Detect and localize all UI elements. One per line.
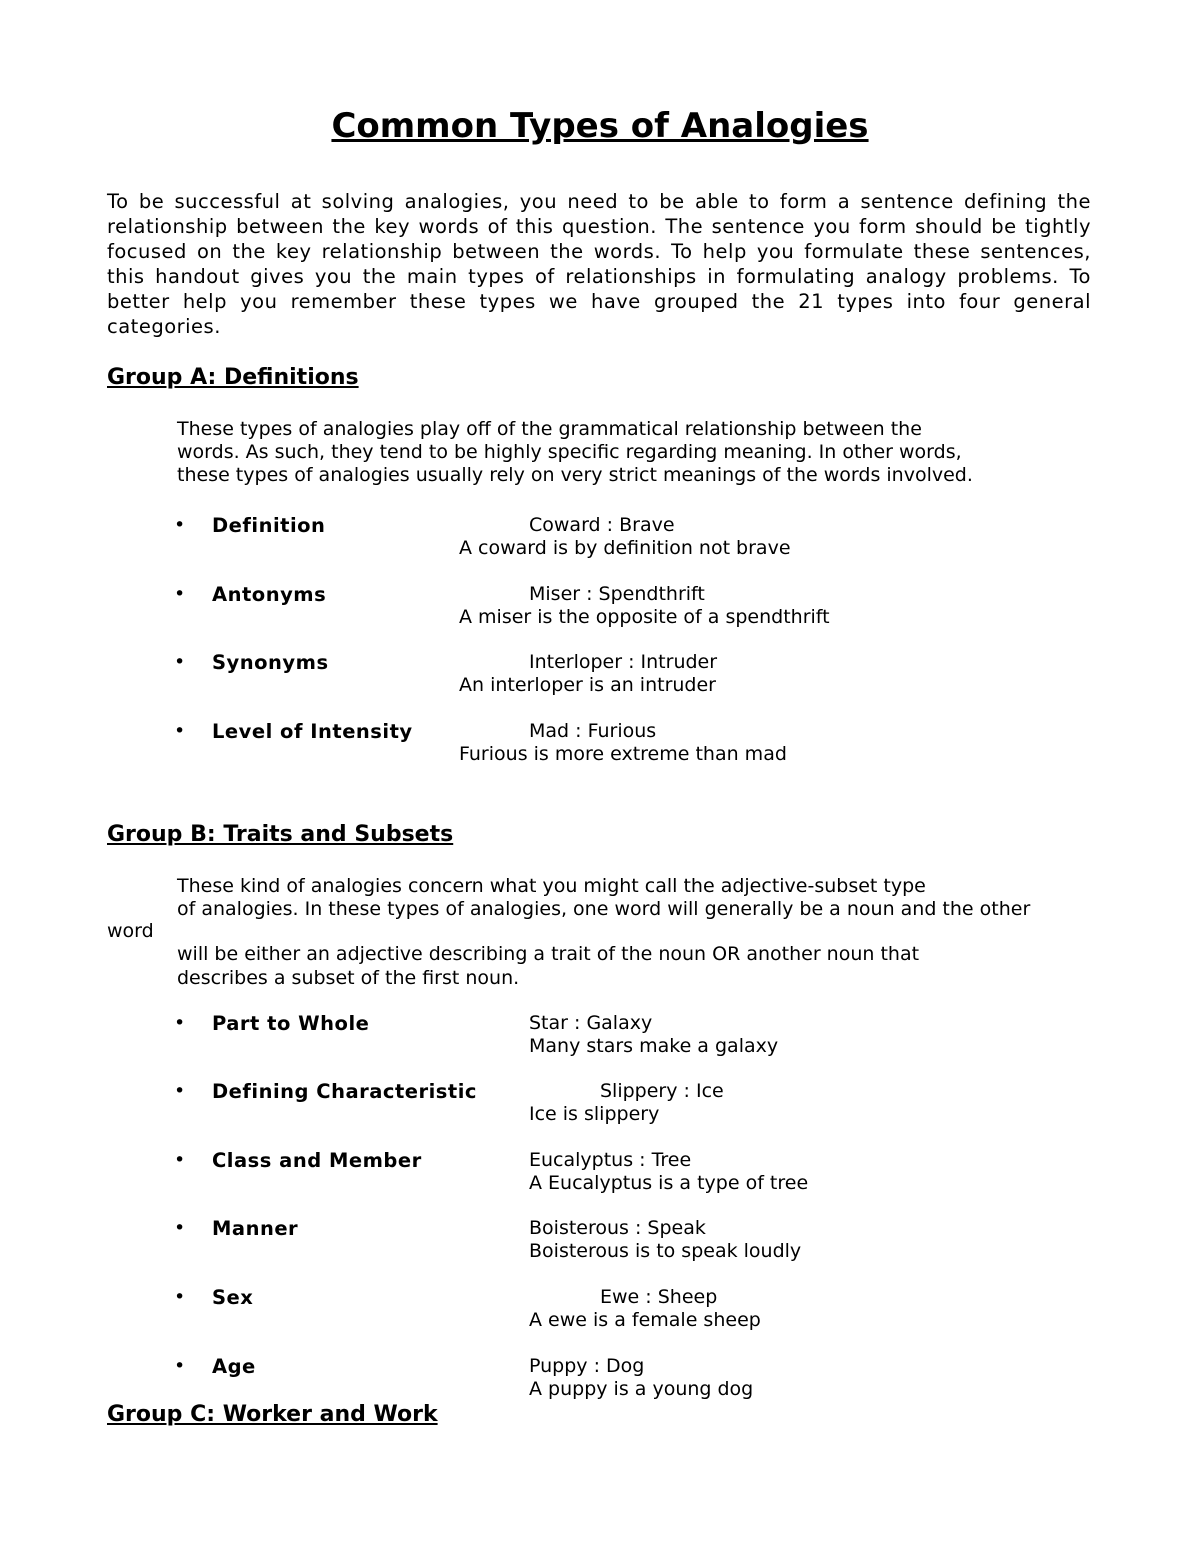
list-item-part-to-whole [0,1012,1200,1060]
example-pair: Puppy : Dog [529,1355,645,1377]
example-explanation: Furious is more extreme than mad [459,743,787,765]
analogy-type-term: Defining Characteristic [212,1080,477,1103]
bullet-icon: • [174,1149,186,1171]
analogy-type-term: Sex [212,1286,254,1309]
analogy-type-term: Class and Member [212,1149,422,1172]
bullet-icon: • [174,1217,186,1239]
example-explanation: A puppy is a young dog [529,1378,754,1400]
group-a-paragraph-line: words. As such, they tend to be highly specific regarding meaning. In other words, [177,441,962,463]
bullet-icon: • [174,720,186,742]
group-b-paragraph-line: will be either an adjective describing a trait of the noun OR another noun that [177,943,920,965]
group-b-paragraph-line: of analogies. In these types of analogies, one word will generally be a noun and the other [177,898,1031,920]
example-pair: Ewe : Sheep [600,1286,718,1308]
list-item-sex [0,1286,1200,1334]
example-explanation: Ice is slippery [529,1103,660,1125]
bullet-icon: • [174,514,186,536]
group-a-paragraph-line: These types of analogies play off of the grammatical relationship between the [177,418,922,440]
example-explanation: Many stars make a galaxy [529,1035,779,1057]
bullet-icon: • [174,1080,186,1102]
group-b-heading: Group B: Traits and Subsets [107,822,454,847]
group-a-heading: Group A: Definitions [107,365,359,390]
list-item-manner [0,1217,1200,1265]
example-pair: Boisterous : Speak [529,1217,706,1239]
analogy-type-term: Manner [212,1217,299,1240]
example-pair: Mad : Furious [529,720,657,742]
list-item-definition [0,514,1200,562]
bullet-icon: • [174,1355,186,1377]
intro-paragraph: To be successful at solving analogies, you need to be able to form a sentence defining the relationship between the key words of this question. The sentence you form should be tightly focused on the key relationship between the words. To help you formulate these sentences, this handout gives you the main types of relationships in formulating analogy problems. To better help you remember these types we have grouped the 21 types into four general categories. [107,190,1091,338]
example-explanation: Boisterous is to speak loudly [529,1240,802,1262]
example-pair: Miser : Spendthrift [529,583,705,605]
analogy-type-term: Level of Intensity [212,720,413,743]
example-pair: Slippery : Ice [600,1080,724,1102]
list-item-level-of-intensity [0,720,1200,768]
group-a-paragraph-line: these types of analogies usually rely on very strict meanings of the words involved. [177,464,973,486]
example-explanation: A coward is by definition not brave [459,537,791,559]
bullet-icon: • [174,1012,186,1034]
list-item-defining-characteristic [0,1080,1200,1128]
analogy-type-term: Definition [212,514,326,537]
list-item-synonyms [0,651,1200,699]
wrapped-word: word [107,920,154,942]
example-pair: Interloper : Intruder [529,651,718,673]
group-c-heading: Group C: Worker and Work [107,1402,438,1427]
example-pair: Eucalyptus : Tree [529,1149,692,1171]
bullet-icon: • [174,583,186,605]
group-b-paragraph-line: These kind of analogies concern what you might call the adjective-subset type [177,875,926,897]
bullet-icon: • [174,1286,186,1308]
analogy-type-term: Age [212,1355,256,1378]
example-explanation: A ewe is a female sheep [529,1309,761,1331]
example-explanation: A miser is the opposite of a spendthrift [459,606,830,628]
list-item-antonyms [0,583,1200,631]
analogy-type-term: Antonyms [212,583,327,606]
list-item-age [0,1355,1200,1403]
list-item-class-and-member [0,1149,1200,1197]
group-b-paragraph-line: describes a subset of the first noun. [177,967,520,989]
bullet-icon: • [174,651,186,673]
analogy-type-term: Part to Whole [212,1012,370,1035]
example-explanation: A Eucalyptus is a type of tree [529,1172,809,1194]
example-pair: Coward : Brave [529,514,675,536]
example-explanation: An interloper is an intruder [459,674,716,696]
example-pair: Star : Galaxy [529,1012,653,1034]
analogy-type-term: Synonyms [212,651,329,674]
document-title: Common Types of Analogies [331,106,869,146]
